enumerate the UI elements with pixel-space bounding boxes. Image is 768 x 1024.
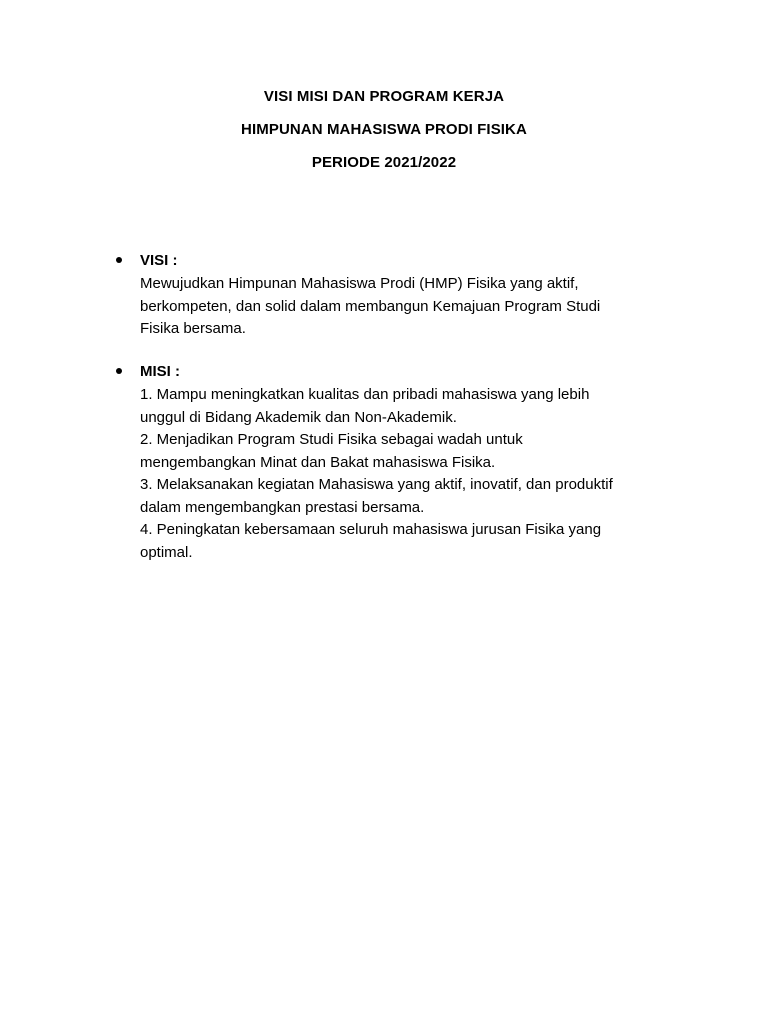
bullet-icon <box>116 368 122 374</box>
misi-heading: MISI : <box>140 363 180 380</box>
text-line: berkompeten, dan solid dalam membangun Kemajuan Program Studi <box>140 297 601 315</box>
title-line: HIMPUNAN MAHASISWA PRODI FISIKA <box>241 121 527 138</box>
title-line: PERIODE 2021/2022 <box>311 154 457 171</box>
visi-text <box>140 273 680 341</box>
document-title <box>0 88 768 187</box>
misi-text <box>140 384 680 564</box>
text-line: Fisika bersama. <box>140 320 246 337</box>
text-line: 4. Peningkatan kebersamaan seluruh mahasiswa jurusan Fisika yang <box>140 521 602 538</box>
bullet-icon <box>116 257 122 263</box>
title-line: VISI MISI DAN PROGRAM KERJA <box>263 88 505 105</box>
visi-heading: VISI : <box>140 252 178 269</box>
text-line: 3. Melaksanakan kegiatan Mahasiswa yang aktif, inovatif, dan produktif <box>140 476 613 493</box>
text-line: 1. Mampu meningkatkan kualitas dan pribadi mahasiswa yang lebih <box>140 386 590 403</box>
text-line: 2. Menjadikan Program Studi Fisika sebagai wadah untuk <box>140 431 523 448</box>
text-line: Mewujudkan Himpunan Mahasiswa Prodi (HMP) Fisika yang aktif, <box>140 275 579 292</box>
text-line: dalam mengembangkan prestasi bersama. <box>140 498 425 516</box>
text-line: unggul di Bidang Akademik dan Non-Akademik. <box>140 408 457 426</box>
text-line: mengembangkan Minat dan Bakat mahasiswa Fisika. <box>140 453 496 471</box>
text-line: optimal. <box>140 543 193 561</box>
